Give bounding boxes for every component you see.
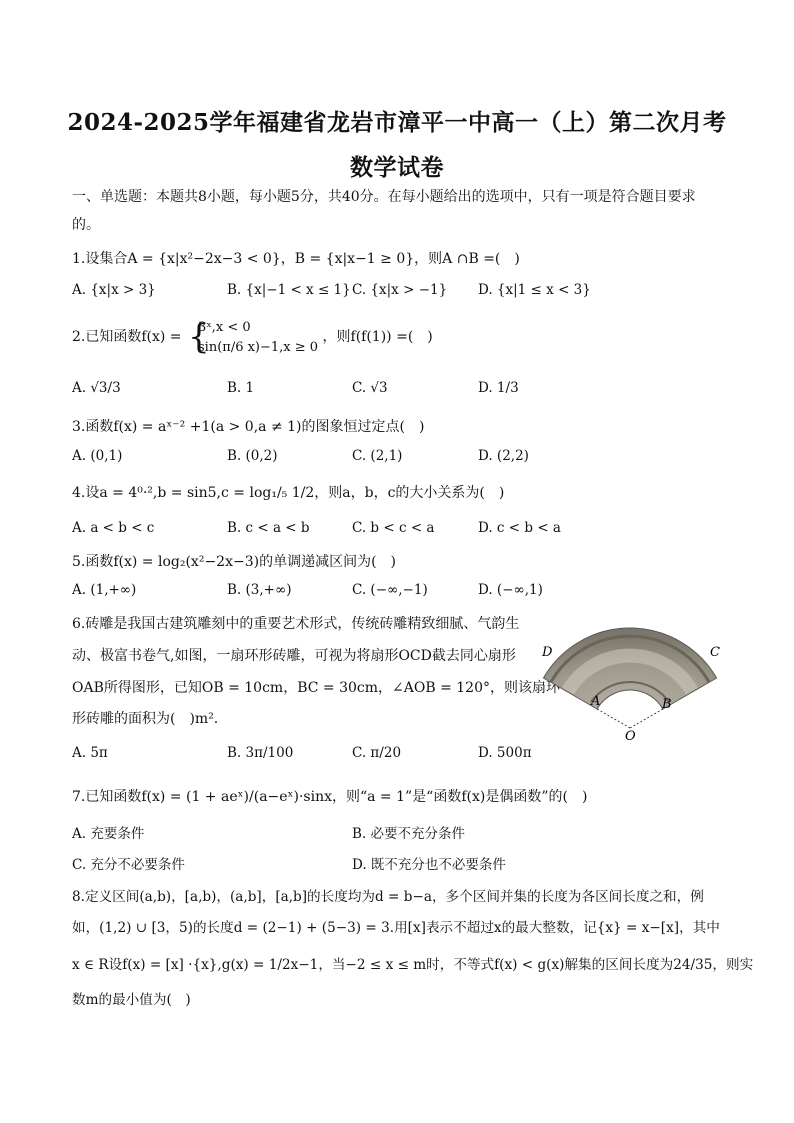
label-o: O [625, 729, 636, 742]
question-5-stem: 5.函数f(x) = log₂(x²−2x−3)的单调递减区间为( ) [72, 554, 396, 570]
label-a: A [591, 694, 601, 709]
option-b: B. 1 [227, 380, 255, 396]
option-b: B. c < a < b [227, 520, 310, 536]
page-title: 2024-2025学年福建省龙岩市漳平一中高一（上）第二次月考数学试卷 [67, 109, 727, 181]
option-d: D. 1/3 [478, 380, 519, 396]
radius-ob [630, 709, 663, 728]
option-a: A. {x|x > 3} [72, 282, 156, 298]
annular-sector-figure [533, 618, 733, 742]
option-d: D. c < b < a [478, 520, 561, 536]
annular-sector-svg [533, 618, 733, 742]
option-d: D. {x|1 ≤ x < 3} [478, 282, 591, 298]
question-6-line-1: 6.砖雕是我国古建筑雕刻中的重要艺术形式，传统砖雕精致细腻、气韵生 [72, 616, 520, 632]
question-1-options [72, 282, 722, 302]
question-2-prefix: 2.已知函数f(x) = [72, 329, 182, 345]
label-d: D [542, 645, 553, 660]
question-1-stem: 1.设集合A = {x|x²−2x−3 < 0}，B = {x|x−1 ≥ 0}，则A ∩B =( ) [72, 251, 520, 267]
option-a: A. a < b < c [72, 520, 155, 536]
option-d: D. (2,2) [478, 448, 529, 464]
piecewise-function [188, 318, 318, 358]
option-c: C. (2,1) [352, 448, 403, 464]
question-6-options [72, 745, 722, 765]
question-4-stem: 4.设a = 4⁰·²,b = sin5,c = log₁/₅ 1/2，则a，b，c的大小关系为( ) [72, 485, 505, 501]
brick-carving-shape [543, 628, 716, 709]
question-8-line-4: 数m的最小值为( ) [72, 992, 191, 1008]
option-a: A. √3/3 [72, 380, 121, 396]
question-8-line-3: x ∈ R设f(x) = [x] ·{x},g(x) = 1/2x−1，当−2 ≤ x ≤ m时，不等式f(x) < g(x)解集的区间长度为24/35，则实 [72, 957, 754, 973]
option-a: A. 5π [72, 745, 108, 761]
option-c: C. π/20 [352, 745, 402, 761]
question-7-options-row-1 [72, 822, 722, 842]
question-5-options [72, 582, 722, 602]
question-6-line-4: 形砖雕的面积为( )m². [72, 711, 219, 727]
option-c: C. (−∞,−1) [352, 582, 428, 598]
question-2-suffix: ，则f(f(1)) =( ) [322, 329, 433, 345]
option-b: B. (0,2) [227, 448, 278, 464]
option-a: A. (0,1) [72, 448, 123, 464]
label-c: C [710, 645, 720, 660]
option-b: B. 必要不充分条件 [352, 826, 466, 842]
option-c: C. b < c < a [352, 520, 435, 536]
option-d: D. (−∞,1) [478, 582, 543, 598]
piecewise-case-1: 3ˣ,x < 0 [198, 320, 251, 335]
option-b: B. 3π/100 [227, 745, 294, 761]
option-c: C. √3 [352, 380, 388, 396]
label-b: B [662, 697, 672, 712]
option-a: A. (1,+∞) [72, 582, 137, 598]
question-6-line-3: OAB所得图形，已知OB = 10cm，BC = 30cm，∠AOB = 120°，则该扇环 [72, 680, 560, 696]
question-2-options [72, 380, 722, 400]
option-b: B. (3,+∞) [227, 582, 292, 598]
option-d: D. 500π [478, 745, 532, 761]
option-c: C. 充分不必要条件 [72, 857, 185, 873]
section-header: 一、单选题：本题共8小题，每小题5分，共40分。在每小题给出的选项中，只有一项是符合题目要求的。 [72, 189, 696, 233]
piecewise-case-2: sin(π/6 x)−1,x ≥ 0 [198, 340, 319, 355]
question-2-stem [72, 317, 433, 366]
option-d: D. 既不充分也不必要条件 [352, 857, 506, 873]
question-3-options [72, 448, 722, 468]
question-7-stem: 7.已知函数f(x) = (1 + aeˣ)/(a−eˣ)·sinx，则“a = 1”是“函数f(x)是偶函数”的( ) [72, 789, 588, 805]
question-4-options [72, 520, 722, 540]
question-7-options-row-2 [72, 853, 722, 873]
question-8-line-2: 如，(1,2) ∪ [3，5)的长度d = (2−1) + (5−3) = 3.用[x]表示不超过x的最大整数，记{x} = x−[x]，其中 [72, 920, 720, 936]
left-brace: { [188, 317, 210, 357]
question-3-stem: 3.函数f(x) = aˣ⁻² +1(a > 0,a ≠ 1)的图象恒过定点( ) [72, 419, 425, 435]
option-a: A. 充要条件 [72, 826, 145, 842]
option-b: B. {x|−1 < x ≤ 1} [227, 282, 351, 298]
radius-oa [597, 709, 630, 728]
option-c: C. {x|x > −1} [352, 282, 448, 298]
question-8-line-1: 8.定义区间(a,b)，[a,b)，(a,b]，[a,b]的长度均为d = b−a，多个区间并集的长度为各区间长度之和，例 [72, 889, 704, 905]
question-6-line-2: 动、极富书卷气,如图，一扇环形砖雕，可视为将扇形OCD截去同心扇形 [72, 648, 516, 664]
